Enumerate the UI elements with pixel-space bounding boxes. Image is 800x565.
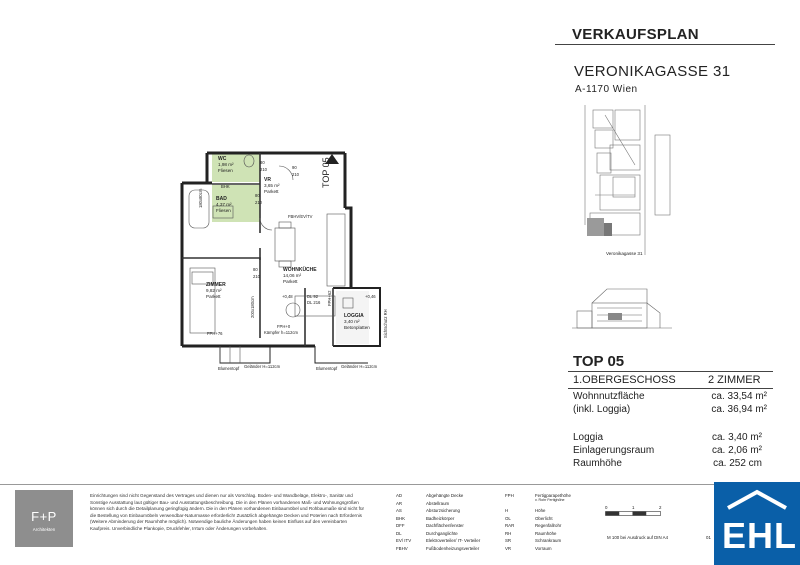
street-address: VERONIKAGASSE 31: [574, 63, 731, 80]
room-bad-name: BAD: [216, 196, 227, 202]
spec-label-wohnnutzflaeche: Wohnnutzfläche: [573, 391, 645, 402]
unit-floor: 1.OBERGESCHOSS: [573, 374, 676, 386]
spec-value-loggia: ca. 3,40 m²: [711, 432, 762, 443]
legend-abbr-dff: DFF: [396, 523, 405, 528]
legend-abbr-fph: FPH: [505, 493, 514, 498]
room-zimmer-name: ZIMMER: [206, 282, 226, 288]
room-wohnkueche-name: WOHNKÜCHE: [283, 267, 317, 273]
annot-blumentopf1: Blumentopf: [218, 366, 240, 371]
room-vr-floor: Parkett: [264, 189, 279, 194]
annot-bhk: BHK: [221, 184, 230, 189]
room-loggia-name: LOGGIA: [344, 313, 364, 319]
legend-text-bhk: Badheizkörper: [426, 515, 455, 521]
page-number: 01: [706, 535, 711, 540]
plan-top-label: TOP 05: [321, 157, 331, 188]
room-vr-name: VR: [264, 177, 271, 183]
city: A-1170 Wien: [575, 84, 638, 95]
room-bad-floor: Fliesen: [216, 208, 231, 213]
legend-abbr-ar: AR: [396, 500, 403, 506]
room-zimmer-area: 9,82 m²: [206, 288, 222, 293]
annot-door4: 80 210: [253, 267, 260, 279]
legend-abbr-rh: RH: [505, 530, 512, 536]
unit-divider: [568, 371, 773, 372]
legend-abbr-ol: OL: [505, 515, 511, 521]
unit-divider-2: [568, 388, 773, 389]
footer-divider: [0, 484, 800, 485]
legend-abbr-dl: DL: [396, 530, 402, 536]
room-zimmer: [206, 282, 226, 300]
room-wohnkueche: [283, 267, 317, 285]
room-zimmer-floor: Parkett: [206, 294, 221, 299]
scale-tick-0: 0: [605, 505, 608, 510]
legend-abbr-rar: RAR: [505, 523, 515, 528]
scale-note: M 100 bei Ausdruck auf DIN A4: [607, 535, 669, 540]
annot-kaemmer: Kämpfer h=112cm: [264, 330, 299, 335]
disclaimer-text: Einrichtungen sind nicht Gegenstand des Vertrages und dienen nur als Vorschlag. Boden- und Wandbeläge, Elektro-, Sanitär und Sonstige Ausstattung laut gültiger Bau- und Ausstattungsbeschreibung. Die in den Plänen vorhandenen Maß- und Wohnungsgrößen können sich durch die Detailplanung geringfügig ändern. Die in den Plänen vorhandenen Einbaumöbel und Rohbaumaße sind nicht für die Bestellung von Einbaumöbeln verwendbar-Naturmasse erforderlich! Zusätzlich abgehängte Decken und Poterien nach Erfordernis (Weitere Abminderung der Raumhöhe möglich). Notwendige bauliche Änderungen haben keinen Einfluss auf den vereinbarten Kaufpreis. Unverbindliche Plankopie, Druckfehler, Irrtum oder Änderungen vorbehalten.: [90, 493, 365, 531]
room-bad-area: 4,37 m²: [216, 202, 232, 207]
legend-abbr-bhk: BHK: [396, 515, 406, 521]
legend-text-ev: Elektroverteiler/ IT- Verteiler: [426, 538, 481, 543]
legend-abbr-ev: EV/ ITV: [396, 538, 412, 543]
room-vr-area: 3,65 m²: [264, 183, 280, 188]
legend-text-dff: Dachflächenfenster: [426, 523, 464, 528]
ehl-logo-text: EHL: [722, 515, 797, 556]
header-divider: [555, 44, 775, 45]
fp-logo-sub: Architekten: [32, 527, 56, 532]
legend-text-rh: Raumhöhe: [535, 530, 557, 536]
annot-sicht: Sichtschutz RH: [383, 309, 388, 338]
legend-text-rar: Regenfallrohr: [535, 523, 562, 528]
site-plan-label: Veronikagasse 31: [606, 251, 643, 256]
unit-rooms: 2 ZIMMER: [708, 374, 761, 386]
elevation-thumbnail: [572, 283, 672, 333]
spec-value-wohnnutzflaeche: ca. 33,54 m²: [711, 391, 767, 402]
legend-text-sr: Schrankraum: [535, 538, 562, 543]
legend-abbr-h: H: [505, 508, 509, 513]
room-loggia: [344, 313, 370, 331]
room-loggia-floor: Betonplatten: [344, 325, 370, 330]
annot-fph2: FPH+0: [277, 324, 291, 329]
legend-text-ol: Oberlicht: [535, 515, 553, 521]
scale-tick-1: 1: [632, 505, 635, 510]
ehl-logo: [714, 482, 800, 565]
annot-fph: FPH+76: [207, 331, 223, 336]
fp-logo-main: F+P: [31, 509, 57, 524]
spec-value-einlagerungsraum: ca. 2,06 m²: [711, 445, 762, 456]
room-wc: [218, 156, 234, 174]
spec-value-inkl-loggia: ca. 36,94 m²: [711, 404, 767, 415]
annot-gelaender1: Geländer H=112cm: [244, 364, 281, 369]
annot-h2: +0,46: [365, 294, 376, 299]
legend-abbr-fbhv: FBHV: [396, 545, 408, 551]
legend-text-fph: Fertigparapethöhe: [535, 493, 571, 498]
room-vr: [264, 177, 280, 195]
legend-note: v. Rohr Fertighöhe: [535, 498, 565, 502]
legend-abbr-sr: SR: [505, 538, 512, 543]
annot-fph3: FPH+62: [327, 290, 332, 306]
spec-label-raumhoehe: Raumhöhe: [573, 458, 622, 469]
spec-value-raumhoehe: ca. 252 cm: [713, 458, 762, 469]
scale-bar: [605, 511, 665, 517]
room-wohnkueche-area: 14,06 m²: [283, 273, 302, 278]
annot-tub: 180x80cm: [198, 188, 203, 208]
room-wohnkueche-floor: Parkett: [283, 279, 298, 284]
floor-plan: [175, 148, 400, 378]
legend-text-fbhv: Fußbodenheizungsverteiler: [426, 545, 480, 551]
legend-text-ar: Abstellraum: [426, 500, 450, 506]
plan-title: VERKAUFSPLAN: [572, 26, 699, 43]
legend-text-as: Absturzsicherung: [426, 508, 460, 513]
spec-label-loggia: Loggia: [573, 432, 604, 443]
room-wc-name: WC: [218, 156, 227, 162]
legend-text-h: Höhe: [535, 508, 546, 513]
room-loggia-area: 3,40 m²: [344, 319, 360, 324]
legend-abbr-as: AS: [396, 508, 402, 513]
room-wc-floor: Fliesen: [218, 168, 233, 173]
legend-text-vr: Vorraum: [535, 545, 552, 551]
legend-abbr-ad: AD: [396, 493, 403, 498]
annot-door1: 80 210: [260, 160, 267, 172]
unit-title: TOP 05: [573, 353, 625, 370]
legend-text-ad: Abgehängte Decke: [426, 493, 464, 498]
room-bad: [216, 196, 232, 214]
annot-door2: 90 210: [292, 165, 299, 177]
annot-gelaender2: Geländer H=112cm: [341, 364, 378, 369]
spec-label-inkl-loggia: (inkl. Loggia): [573, 404, 631, 415]
scale-tick-2: 2: [659, 505, 662, 510]
annot-blumentopf2: Blumentopf: [316, 366, 338, 371]
spec-label-einlagerungsraum: Einlagerungsraum: [573, 445, 655, 456]
annot-h1: +0,48: [282, 294, 293, 299]
annot-bed: 200x180cm: [250, 296, 255, 318]
annot-dl: DL 92 DL 216: [307, 294, 321, 305]
annot-fbhv: FBHV/EV/TV: [288, 214, 313, 219]
room-wc-area: 1,98 m²: [218, 162, 234, 167]
annot-door3: 80 210: [255, 193, 262, 205]
legend-text-dl: Durchganglichte: [426, 530, 458, 536]
legend-abbr-vr: VR: [505, 545, 512, 551]
fp-architekten-logo: [15, 490, 73, 547]
site-plan-thumbnail: [575, 105, 675, 255]
ehl-roof-icon: [724, 488, 790, 512]
